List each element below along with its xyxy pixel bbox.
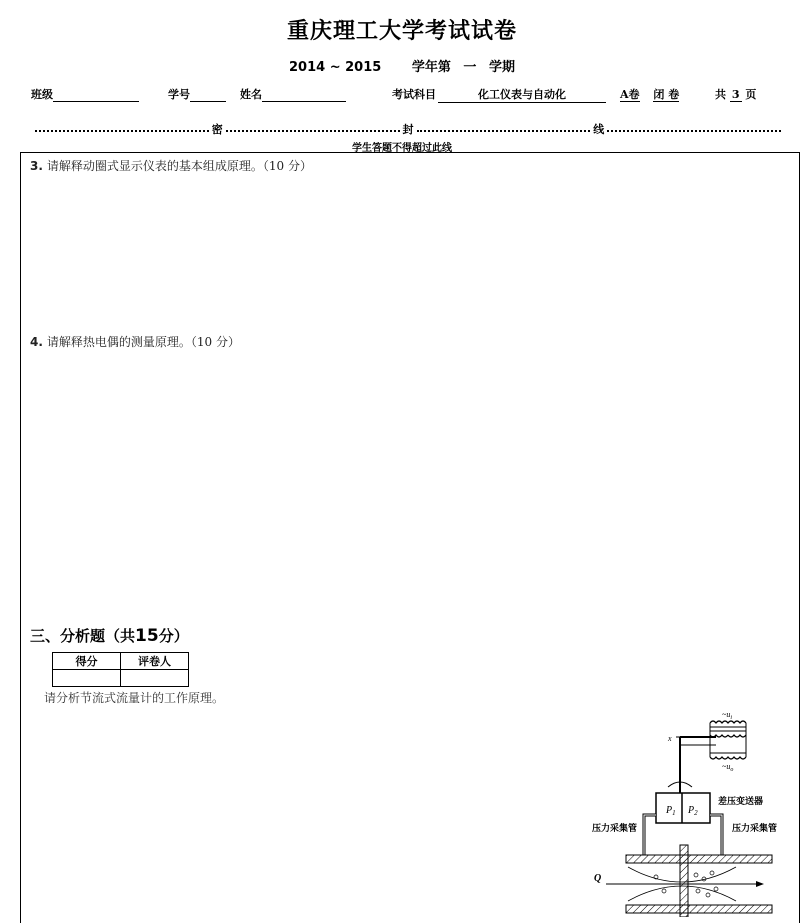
question-3 bbox=[30, 157, 312, 174]
name-field bbox=[240, 86, 346, 102]
paper-type-value: A卷 bbox=[620, 88, 640, 101]
question-4 bbox=[30, 333, 240, 350]
right-impulse-line bbox=[710, 815, 722, 855]
class-label: 班级 bbox=[31, 88, 53, 101]
seal-dots bbox=[607, 130, 781, 132]
label-x: x bbox=[668, 734, 672, 743]
lvdt-coil-icon bbox=[710, 721, 746, 759]
seal-xian: 线 bbox=[593, 123, 605, 136]
student-no-field bbox=[168, 86, 226, 102]
analysis-prompt: 请分析节流式流量计的工作原理。 bbox=[44, 691, 225, 705]
answer-boundary-notice: 学生答题不得超过此线 bbox=[352, 143, 452, 154]
year-suffix: 学年第 bbox=[411, 60, 451, 75]
question-4-answer-space[interactable] bbox=[22, 352, 796, 617]
score-header: 得分 bbox=[53, 653, 121, 670]
label-right-tube: 压力采集管 bbox=[732, 824, 778, 834]
transmitter-box bbox=[656, 793, 710, 823]
label-uo: $\sim u_o$ bbox=[722, 762, 734, 773]
label-ui: $\sim u_i$ bbox=[722, 710, 732, 721]
section-3-title bbox=[30, 625, 189, 646]
label-q: Q bbox=[594, 873, 602, 884]
seal-dots bbox=[417, 130, 591, 132]
question-3-answer-space[interactable] bbox=[22, 176, 796, 326]
seal-line bbox=[32, 121, 784, 137]
exam-mode: 闭 卷 bbox=[653, 88, 680, 101]
student-no-label: 学号 bbox=[168, 88, 190, 101]
class-field bbox=[31, 86, 139, 102]
year-range: 2014 ~ 2015 bbox=[289, 60, 382, 75]
orifice-plate bbox=[680, 845, 688, 917]
label-p1: $P_1$ bbox=[666, 805, 676, 817]
label-transmitter: 差压变送器 bbox=[718, 797, 764, 807]
subject-field bbox=[392, 86, 606, 103]
pipe-wall-top bbox=[626, 855, 772, 863]
exam-title: 重庆理工大学考试试卷 bbox=[286, 18, 517, 44]
pages-value: 3 bbox=[731, 88, 740, 101]
subject-label: 考试科目 bbox=[392, 88, 436, 101]
academic-year bbox=[0, 56, 804, 75]
question-4-number: 4. bbox=[30, 335, 43, 349]
name-label: 姓名 bbox=[240, 88, 262, 101]
term-suffix: 学期 bbox=[488, 60, 515, 75]
section-3-title-post: 分） bbox=[158, 627, 189, 645]
question-3-number: 3. bbox=[30, 159, 43, 173]
seal-dots bbox=[226, 130, 400, 132]
name-blank[interactable] bbox=[262, 90, 346, 102]
question-3-text: 请解释动圈式显示仪表的基本组成原理。（10 分） bbox=[46, 159, 313, 173]
flow-arrowhead bbox=[756, 881, 764, 887]
pipe-wall-bottom bbox=[626, 905, 772, 913]
seal-dots bbox=[35, 130, 209, 132]
score-table bbox=[52, 652, 189, 687]
student-no-blank[interactable] bbox=[190, 90, 226, 102]
term-value: 一 bbox=[463, 60, 477, 75]
label-p2: $P_2$ bbox=[688, 805, 698, 817]
page-count bbox=[715, 86, 756, 102]
section-3-points: 15 bbox=[135, 626, 159, 646]
pages-prefix: 共 bbox=[715, 88, 726, 101]
left-impulse-line bbox=[644, 815, 656, 855]
seal-feng: 封 bbox=[402, 123, 414, 136]
label-left-tube: 压力采集管 bbox=[592, 824, 638, 834]
grader-cell[interactable] bbox=[121, 670, 189, 687]
orifice-flowmeter-diagram bbox=[586, 705, 796, 917]
section-3-title-pre: 三、分析题（共 bbox=[30, 627, 136, 645]
grader-header: 评卷人 bbox=[121, 653, 189, 670]
paper-type bbox=[620, 86, 679, 102]
class-blank[interactable] bbox=[53, 90, 139, 102]
subject-value: 化工仪表与自动化 bbox=[438, 86, 606, 103]
score-cell[interactable] bbox=[53, 670, 121, 687]
question-4-text: 请解释热电偶的测量原理。（10 分） bbox=[46, 335, 241, 349]
pages-suffix: 页 bbox=[745, 88, 757, 101]
seal-mi: 密 bbox=[211, 123, 223, 136]
